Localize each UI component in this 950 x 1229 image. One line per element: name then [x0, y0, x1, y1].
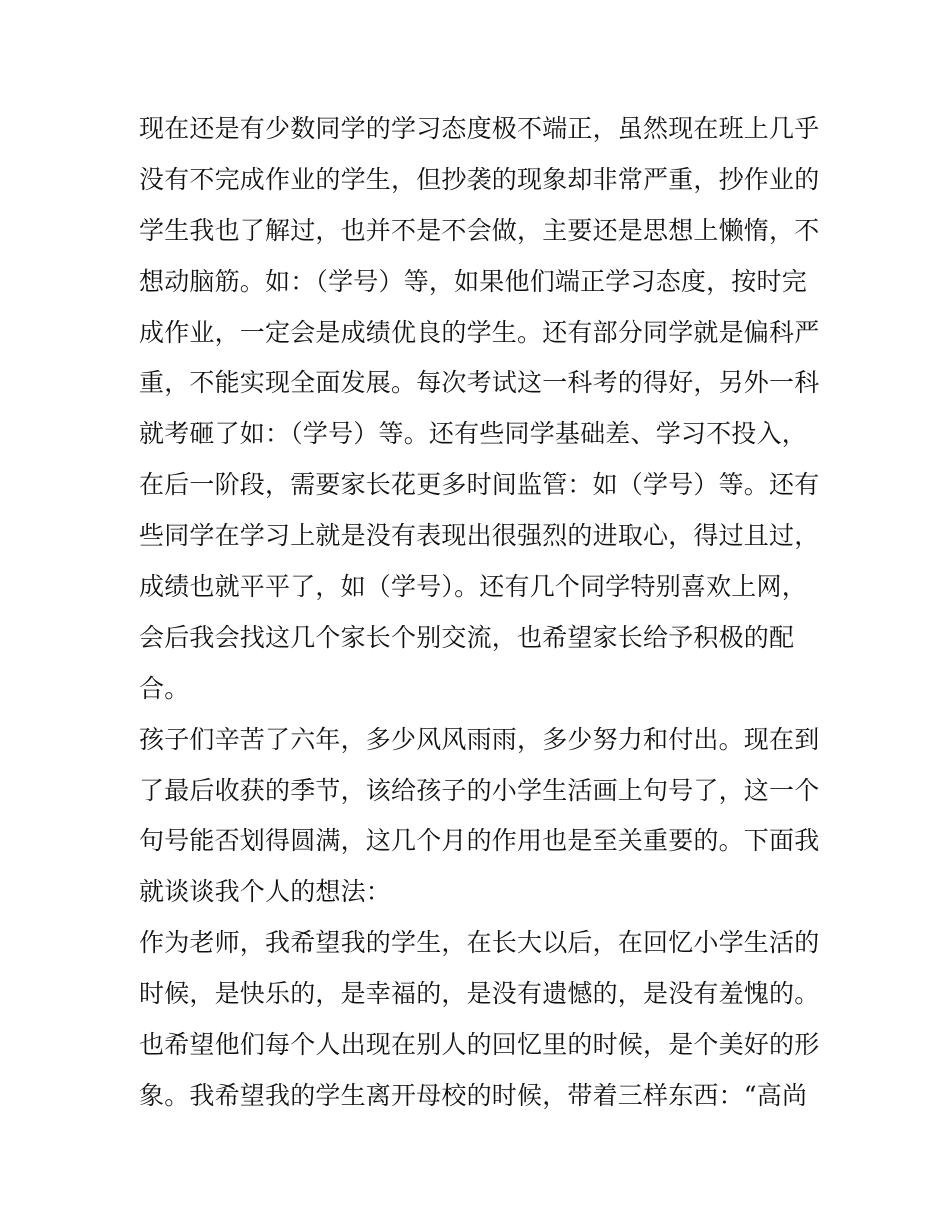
text-line: 了最后收获的季节，该给孩子的小学生活画上句号了，这一个: [139, 775, 820, 805]
text-line: 在后一阶段，需要家长花更多时间监管：如（学号）等。还有: [139, 470, 820, 500]
text-line: 作为老师，我希望我的学生，在长大以后，在回忆小学生活的: [139, 928, 820, 958]
text-line: 成作业，一定会是成绩优良的学生。还有部分同学就是偏科严: [139, 317, 820, 347]
text-line: 时候，是快乐的，是幸福的，是没有遗憾的，是没有羞愧的。: [139, 979, 820, 1009]
text-line: 想动脑筋。如：（学号）等，如果他们端正学习态度，按时完: [139, 266, 807, 296]
text-line: 会后我会找这几个家长个别交流，也希望家长给予积极的配: [139, 622, 795, 652]
text-line: 学生我也了解过，也并不是不会做，主要还是思想上懒惰，不: [139, 215, 820, 245]
text-line: 没有不完成作业的学生，但抄袭的现象却非常严重，抄作业的: [139, 164, 820, 194]
text-line: 现在还是有少数同学的学习态度极不端正，虽然现在班上几乎: [139, 114, 820, 143]
text-line: 合。: [139, 673, 190, 703]
body-text: [139, 104, 819, 1122]
text-line: 重，不能实现全面发展。每次考试这一科考的得好，另外一科: [139, 368, 820, 398]
text-line: 就考砸了如：（学号）等。还有些同学基础差、学习不投入，: [139, 419, 807, 449]
text-line: 也希望他们每个人出现在别人的回忆里的时候，是个美好的形: [139, 1030, 820, 1060]
text-line: 孩子们辛苦了六年，多少风风雨雨，多少努力和付出。现在到: [139, 724, 820, 754]
text-line: 成绩也就平平了，如（学号）。还有几个同学特别喜欢上网，: [139, 572, 807, 602]
text-line: 句号能否划得圆满，这几个月的作用也是至关重要的。下面我: [139, 826, 820, 856]
text-line: 象。我希望我的学生离开母校的时候，带着三样东西：“高尚: [139, 1080, 808, 1110]
text-line: 就谈谈我个人的想法：: [139, 877, 392, 907]
text-line: 些同学在学习上就是没有表现出很强烈的进取心，得过且过，: [139, 521, 820, 551]
